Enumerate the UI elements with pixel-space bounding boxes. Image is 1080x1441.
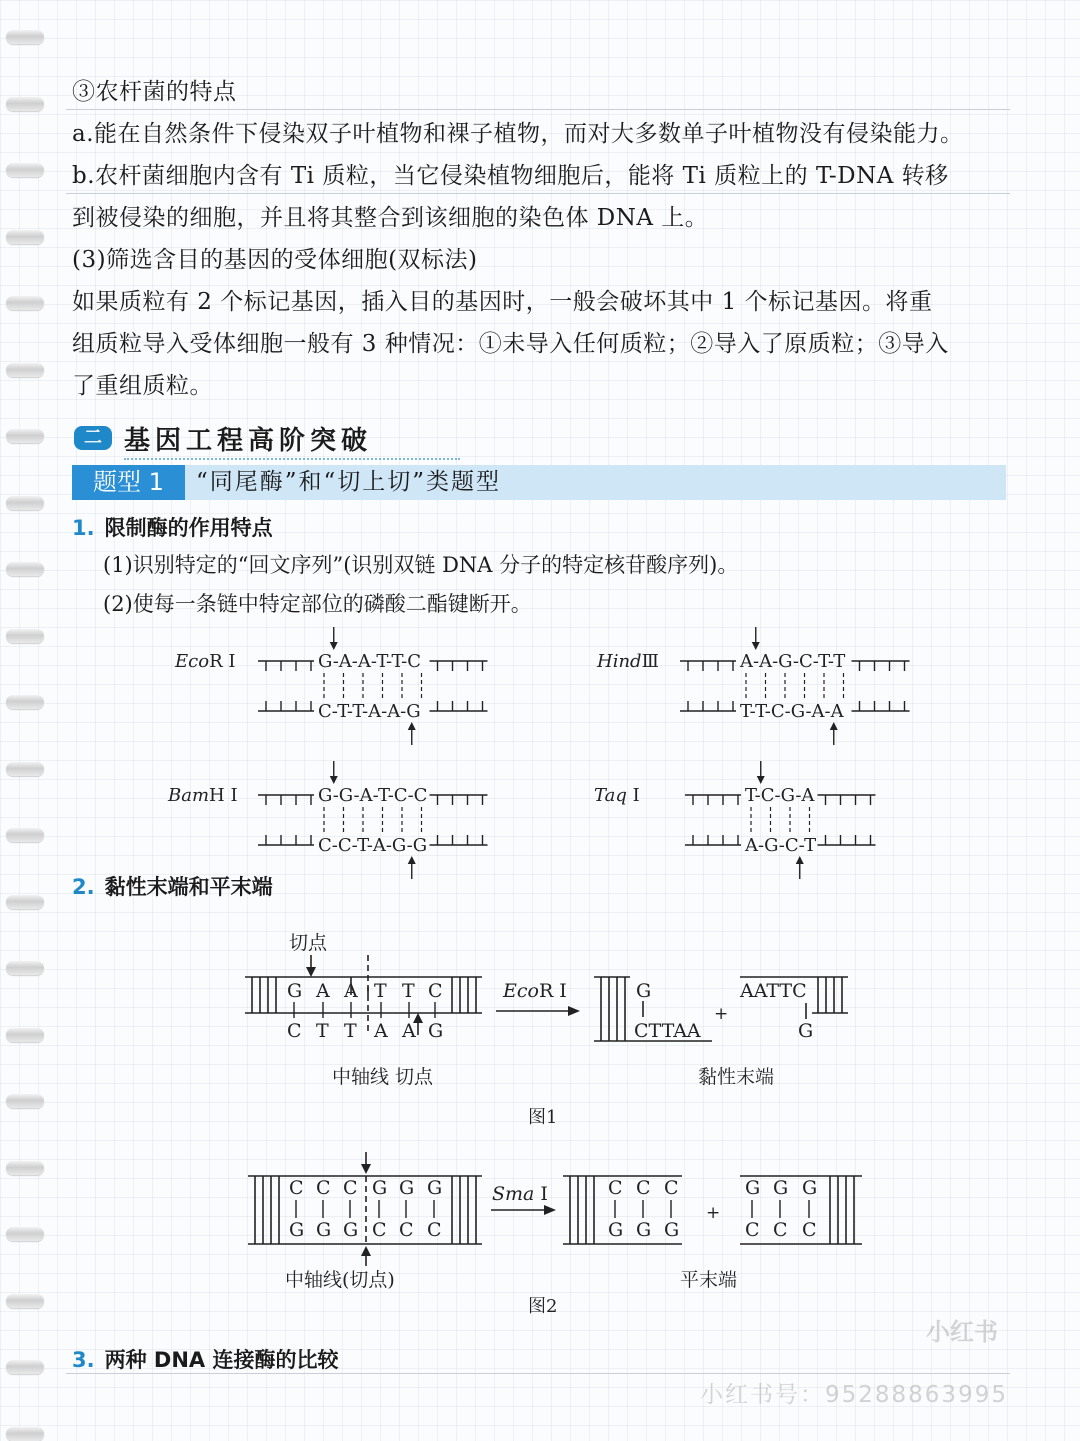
watermark-id: 小红书号：95288863995 <box>700 1382 1008 1408</box>
cut-arrowhead <box>752 642 760 650</box>
fig1-result-label: 黏性末端 <box>698 1066 775 1088</box>
text-line-4: 到被侵染的细胞，并且将其整合到该细胞的染色体 DNA 上。 <box>72 205 709 231</box>
binding-ring <box>6 363 44 377</box>
fig1-enzyme-label <box>502 980 567 1002</box>
fig1-top-base: C <box>428 980 443 1002</box>
bottom-strand-sequence: A-G-C-T <box>745 835 817 856</box>
fig2-bottom-base: C <box>427 1219 442 1241</box>
item-heading-2 <box>72 871 273 901</box>
binding-ring <box>6 496 44 510</box>
text-line-6: 如果质粒有 2 个标记基因，插入目的基因时，一般会破坏其中 1 个标记基因。将重 <box>72 289 933 315</box>
fig1-frag2-top: AATTC <box>740 980 807 1002</box>
cut-arrowhead <box>408 722 416 730</box>
top-strand-sequence: A-A-G-C-T-T <box>740 651 846 672</box>
fig2-bottom-base: C <box>372 1219 387 1241</box>
rule-line <box>66 193 1010 194</box>
bottom-strand-sequence: T-T-C-G-A-A <box>740 701 844 722</box>
binding-ring <box>6 97 44 111</box>
fig2-bottom-base: G <box>343 1219 359 1241</box>
fig2-frag1-top-base: C <box>636 1177 651 1199</box>
fig1-bottom-base: T <box>316 1020 329 1042</box>
binding-ring <box>6 562 44 576</box>
binding-ring <box>6 429 44 443</box>
restriction-enzyme-diagram <box>0 620 1080 882</box>
binding-ring <box>6 163 44 177</box>
text-line-5: (3)筛选含目的基因的受体细胞(双标法) <box>72 247 478 273</box>
text-line-7: 组质粒导入受体细胞一般有 3 种情况：①未导入任何质粒；②导入了原质粒；③导入 <box>72 331 949 357</box>
figure-1-sticky-ends <box>0 925 1080 1135</box>
fig2-bottom-base: G <box>316 1219 332 1241</box>
item-heading-1 <box>72 512 273 542</box>
question-type-label: 题型 1 <box>72 465 185 500</box>
item-heading-3 <box>72 1344 338 1374</box>
fig2-axis-label: 中轴线(切点) <box>285 1269 395 1291</box>
fig2-result-label: 平末端 <box>680 1269 738 1291</box>
fig2-plus: + <box>706 1203 721 1223</box>
fig1-top-base: T <box>374 980 387 1002</box>
cut-arrowhead <box>830 722 838 730</box>
item1-point-2: (2)使每一条链中特定部位的磷酸二酯键断开。 <box>103 592 532 616</box>
top-strand-sequence: T-C-G-A <box>745 785 815 806</box>
binding-ring <box>6 895 44 909</box>
binding-ring <box>6 1360 44 1374</box>
rule-line <box>66 1373 1010 1374</box>
item-title: 两种 DNA 连接酶的比较 <box>104 1348 339 1372</box>
fig1-frag1-bottom: CTTAA <box>634 1020 701 1042</box>
fig1-bottom-base: T <box>344 1020 357 1042</box>
fig2-frag1-top-base: C <box>608 1177 623 1199</box>
bottom-strand-sequence: C-T-T-A-A-G <box>318 701 421 722</box>
item-title: 限制酶的作用特点 <box>104 516 273 540</box>
top-strand-sequence: G-G-A-T-C-C <box>318 785 428 806</box>
enzyme-name: BamH Ⅰ <box>168 785 238 806</box>
fig2-bottom-base: C <box>399 1219 414 1241</box>
fig2-top-base: G <box>427 1177 443 1199</box>
binding-ring <box>6 1427 44 1441</box>
fig2-frag2-bottom-base: C <box>745 1219 760 1241</box>
fig2-top-base: C <box>316 1177 331 1199</box>
fig2-frag1-top-base: C <box>664 1177 679 1199</box>
fig1-bottom-base: C <box>287 1020 302 1042</box>
enzyme-name: EcoR Ⅰ <box>175 651 236 672</box>
fig2-enzyme-label <box>492 1183 548 1205</box>
fig2-top-base: C <box>289 1177 304 1199</box>
fig1-top-base: T <box>402 980 415 1002</box>
question-type-bar <box>72 465 1006 500</box>
rule-line <box>66 109 1010 110</box>
enzyme-name: HindⅢ <box>597 651 659 672</box>
fig1-caption: 图1 <box>528 1107 558 1128</box>
item1-point-1: (1)识别特定的“回文序列”(识别双链 DNA 分子的特定核苷酸序列)。 <box>103 553 739 577</box>
fig1-frag1-top: G <box>636 980 652 1002</box>
text-line-3: b.农杆菌细胞内含有 Ti 质粒，当它侵染植物细胞后，能将 Ti 质粒上的 T-DNA 转移 <box>72 163 949 189</box>
fig1-bottom-base: A <box>402 1020 416 1042</box>
fig1-top-base: A <box>316 980 330 1002</box>
watermark-logo: 小红书 <box>926 1318 998 1346</box>
item-number: 3. <box>72 1348 95 1372</box>
fig1-frag2-bottom: G <box>798 1020 814 1042</box>
bottom-strand-sequence: C-C-T-A-G-G <box>318 835 428 856</box>
fig2-enzyme-italic: Sma <box>492 1183 535 1205</box>
fig2-frag2-bottom-base: C <box>802 1219 817 1241</box>
item-title: 黏性末端和平末端 <box>104 875 273 899</box>
fig2-caption: 图2 <box>528 1296 558 1317</box>
cut-arrowhead <box>796 856 804 864</box>
cut-arrowhead <box>757 776 765 784</box>
fig2-frag1-bottom-base: G <box>636 1219 652 1241</box>
fig1-enzyme-italic: Eco <box>503 980 539 1002</box>
cut-arrowhead <box>330 642 338 650</box>
cut-arrowhead <box>330 776 338 784</box>
enzyme-name: Taq Ⅰ <box>594 785 640 806</box>
fig2-bottom-base: G <box>289 1219 305 1241</box>
text-line-2: a.能在自然条件下侵染双子叶植物和裸子植物，而对大多数单子叶植物没有侵染能力。 <box>72 121 964 147</box>
fig2-top-base: G <box>372 1177 388 1199</box>
fig1-top-base: G <box>287 980 303 1002</box>
fig1-axis-label: 中轴线 切点 <box>332 1066 434 1088</box>
fig2-enzyme-rest: Ⅰ <box>534 1183 548 1205</box>
fig1-bottom-base: G <box>428 1020 444 1042</box>
fig2-frag1-bottom-base: G <box>664 1219 680 1241</box>
item-number: 1. <box>72 516 95 540</box>
text-line-8: 了重组质粒。 <box>72 373 213 399</box>
fig1-enzyme-rest: R Ⅰ <box>538 980 567 1002</box>
section-underline <box>124 458 460 460</box>
fig2-frag2-bottom-base: C <box>773 1219 788 1241</box>
fig1-cut-label: 切点 <box>289 932 328 954</box>
fig1-top-base: A <box>344 980 358 1002</box>
fig1-plus: + <box>714 1004 729 1024</box>
fig1-bottom-base: A <box>374 1020 388 1042</box>
fig2-frag2-top-base: G <box>802 1177 818 1199</box>
figure-2-blunt-ends <box>0 1148 1080 1320</box>
question-type-title: “同尾酶”和“切上切”类题型 <box>196 469 502 495</box>
binding-ring <box>6 296 44 310</box>
section-number-badge: 二 <box>74 426 112 450</box>
fig2-frag2-top-base: G <box>745 1177 761 1199</box>
binding-ring <box>6 230 44 244</box>
fig2-frag2-top-base: G <box>773 1177 789 1199</box>
text-line-1: ③农杆菌的特点 <box>72 79 237 105</box>
fig2-top-base: C <box>343 1177 358 1199</box>
fig2-frag1-bottom-base: G <box>608 1219 624 1241</box>
binding-ring <box>6 30 44 44</box>
section-title: 基因工程高阶突破 <box>124 426 373 456</box>
cut-arrowhead <box>408 856 416 864</box>
item-number: 2. <box>72 875 95 899</box>
fig2-top-base: G <box>399 1177 415 1199</box>
top-strand-sequence: G-A-A-T-T-C <box>318 651 421 672</box>
